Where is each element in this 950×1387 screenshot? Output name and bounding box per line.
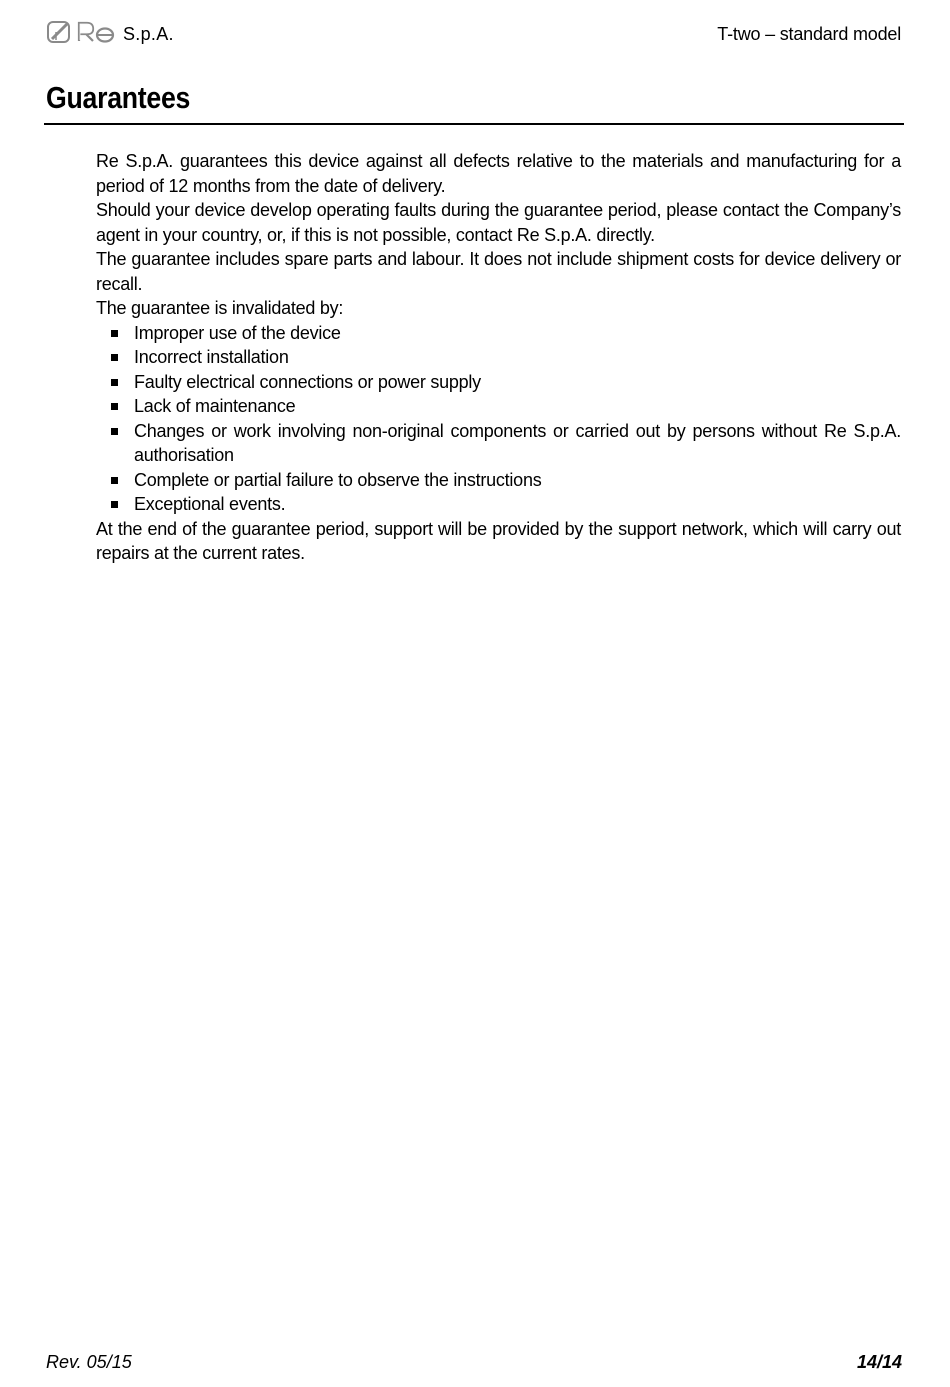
- list-item: [96, 419, 901, 468]
- guarantee-body: [96, 149, 901, 566]
- list-item: [96, 370, 901, 395]
- page-footer: [46, 1352, 902, 1373]
- list-item: [96, 394, 901, 419]
- bullet-icon: [111, 428, 118, 435]
- invalidation-lead: The guarantee is invalidated by:: [96, 298, 344, 318]
- bullet-icon: [111, 403, 118, 410]
- list-item: [96, 468, 901, 493]
- company-suffix: S.p.A.: [123, 23, 174, 44]
- document-model: T-two – standard model: [717, 23, 901, 44]
- bullet-icon: [111, 477, 118, 484]
- bullet-icon: [111, 379, 118, 386]
- brand: [46, 19, 174, 45]
- list-item-text: Faulty electrical connections or power supply: [134, 371, 481, 392]
- list-item-text: Changes or work involving non-original components or carried out by persons without Re S.p.A. authorisation: [134, 420, 901, 465]
- list-item: [96, 321, 901, 346]
- list-item-text: Improper use of the device: [134, 322, 341, 343]
- page-number: 14/14: [856, 1352, 902, 1372]
- revision-label: Rev. 05/15: [46, 1352, 132, 1372]
- page-header: [46, 16, 901, 48]
- bullet-icon: [111, 501, 118, 508]
- re-logo: [46, 19, 116, 45]
- re-emblem-icon: [46, 19, 72, 45]
- list-item: [96, 492, 901, 517]
- bullet-icon: [111, 330, 118, 337]
- intro-paragraph: Re S.p.A. guarantees this device against all defects relative to the materials and manufacturing for a period of 12 months from the date of delivery.: [96, 151, 901, 196]
- title-divider: [44, 123, 904, 125]
- list-item-text: Incorrect installation: [134, 347, 289, 367]
- list-item-text: Lack of maintenance: [134, 396, 296, 416]
- invalidation-list: [96, 321, 901, 517]
- list-item-text: Complete or partial failure to observe the instructions: [134, 469, 542, 490]
- re-wordmark-icon: [76, 19, 116, 45]
- closing-paragraph: At the end of the guarantee period, support will be provided by the support network, which will carry out repairs at the current rates.: [96, 518, 901, 563]
- list-item: [96, 345, 901, 370]
- coverage-paragraph: The guarantee includes spare parts and labour. It does not include shipment costs for device delivery or recall.: [96, 249, 901, 294]
- list-item-text: Exceptional events.: [134, 494, 286, 514]
- bullet-icon: [111, 354, 118, 361]
- contact-paragraph: Should your device develop operating faults during the guarantee period, please contact the Company’s agent in your country, or, if this is not possible, contact Re S.p.A. directly.: [96, 200, 901, 245]
- page-title: Guarantees: [46, 80, 191, 115]
